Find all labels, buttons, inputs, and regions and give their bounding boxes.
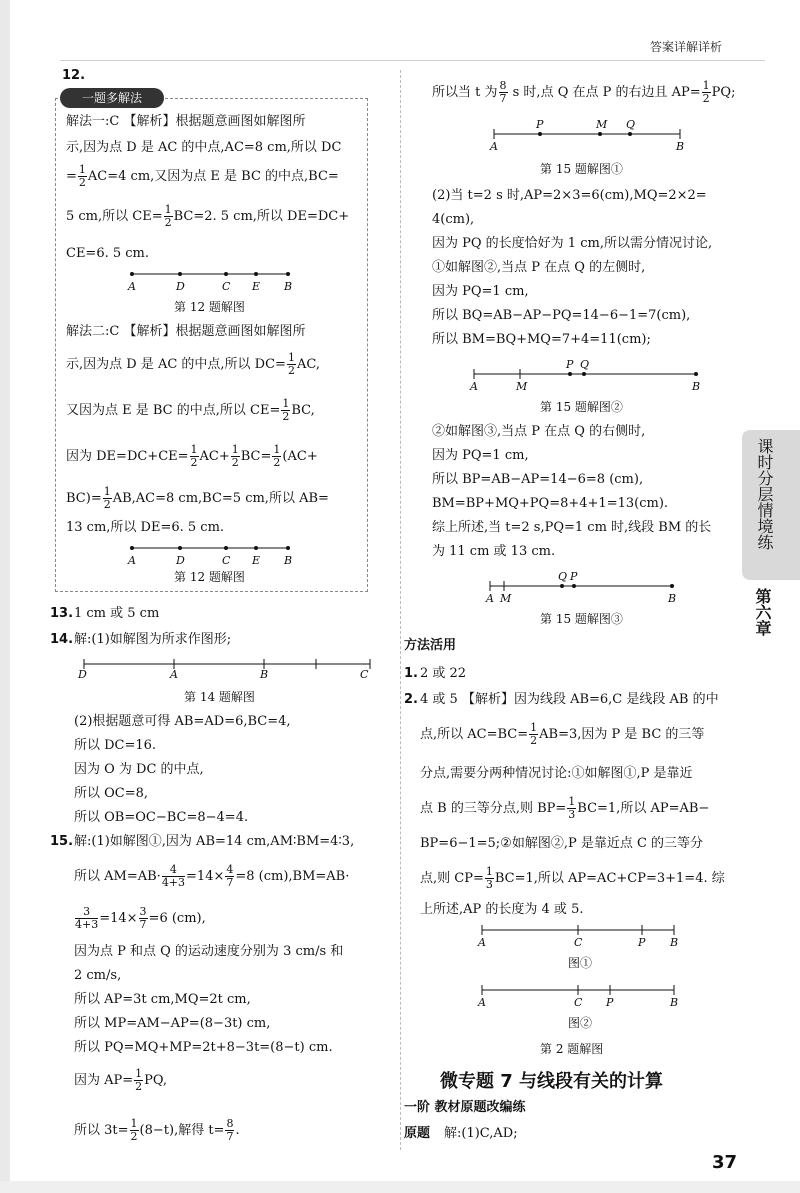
method-q2-line7: 上所述,AP 的长度为 4 或 5. <box>420 902 584 917</box>
fraction: $\frac{3}{7}$ <box>139 905 147 931</box>
fraction: $\frac{8}{7}$ <box>226 1117 234 1143</box>
method-q1-number: 1. <box>404 666 418 681</box>
q15-f2-label-m: M <box>516 380 528 393</box>
fraction: $\frac{1}{2}$ <box>702 79 710 105</box>
q15-right-line13: 综上所述,当 t=2 s,PQ=1 cm 时,线段 BM 的长 <box>432 520 712 535</box>
q12-f1-label-d: D <box>176 280 185 293</box>
q15-right-line8: 所以 BM=BQ+MQ=7+4=11(cm); <box>432 332 651 347</box>
header-rule <box>60 60 765 61</box>
q12-m1-line2: 示,因为点 D 是 AC 的中点,AC=8 cm,所以 DC <box>66 140 342 155</box>
q15-line8: 所以 PQ=MQ+MP=2t+8−3t=(8−t) cm. <box>74 1040 333 1055</box>
q13-answer: 1 cm 或 5 cm <box>74 606 160 621</box>
method-q2-line6: 点,则 CP= $\frac{1}{3}$ BC=1,所以 AP=AC+CP=3+1=4. 综 <box>420 865 725 891</box>
fraction: $\frac{1}{2}$ <box>190 443 198 469</box>
q12-m2-line6: 13 cm,所以 DE=6. 5 cm. <box>66 520 225 535</box>
q12-f1-label-a: A <box>128 280 136 293</box>
q12-f2-label-d: D <box>176 554 185 567</box>
fraction: $\frac{1}{2}$ <box>103 485 111 511</box>
q15-right-line14: 为 11 cm 或 13 cm. <box>432 544 556 559</box>
page-bottom-edge <box>0 1181 800 1193</box>
method-f2-label-c: C <box>574 996 583 1009</box>
q12-caption-1: 第 12 题解图 <box>174 300 245 314</box>
q14-line1: 解:(1)如解图为所求作图形; <box>74 632 232 647</box>
fraction: $\frac{4}{4+3}$ <box>161 863 186 889</box>
q15-f2-label-a: A <box>470 380 478 393</box>
fraction: $\frac{1}{2}$ <box>164 203 172 229</box>
q15-caption-3: 第 15 题解图③ <box>540 612 623 626</box>
q12-f1-label-c: C <box>222 280 231 293</box>
q15-right-line2: (2)当 t=2 s 时,AP=2×3=6(cm),MQ=2×2= <box>432 188 707 203</box>
q15-line5: 2 cm/s, <box>74 968 122 983</box>
q15-f3-label-a: A <box>486 592 494 605</box>
method-f2-label-a: A <box>478 996 486 1009</box>
q14-label-a: A <box>170 668 178 681</box>
method-q2-line3: 分点,需要分两种情况讨论:①如解图①,P 是靠近 <box>420 766 693 781</box>
fraction: $\frac{1}{3}$ <box>568 795 576 821</box>
q15-caption-1: 第 15 题解图① <box>540 162 623 176</box>
original-problem-answer: 解:(1)C,AD; <box>444 1126 518 1141</box>
q12-m1-line1: 解法一:C 【解析】根据题意画图如解图所 <box>66 114 306 129</box>
q15-right-line6: 因为 PQ=1 cm, <box>432 284 529 299</box>
side-tab-label: 课时分层情境练 <box>755 438 774 550</box>
q12-m2-line5: BC)= $\frac{1}{2}$ AB,AC=8 cm,BC=5 cm,所以 AB= <box>66 485 329 511</box>
q15-f3-label-m: M <box>500 592 512 605</box>
method-f2-label-p: P <box>606 996 614 1009</box>
q15-right-line4: 因为 PQ 的长度恰好为 1 cm,所以需分情况讨论, <box>432 236 713 251</box>
fraction: $\frac{4}{7}$ <box>226 863 234 889</box>
q15-right-line9: ②如解图③,当点 P 在点 Q 的右侧时, <box>432 424 646 439</box>
q15-f1-label-q: Q <box>626 118 636 131</box>
q12-m2-line4: 因为 DE=DC+CE= $\frac{1}{2}$ AC+ $\frac{1}{2}$ BC= $\frac{1}{2}$ (AC+ <box>66 443 318 469</box>
q12-m1-line5: CE=6. 5 cm. <box>66 246 150 261</box>
q12-figure-1 <box>128 268 298 298</box>
q14-label-c: C <box>360 668 369 681</box>
fraction: $\frac{1}{2}$ <box>530 721 538 747</box>
q14-caption: 第 14 题解图 <box>184 690 255 704</box>
q12-m2-line1: 解法二:C 【解析】根据题意画图如解图所 <box>66 324 306 339</box>
q14-figure <box>78 656 378 684</box>
q12-f2-label-a: A <box>128 554 136 567</box>
q12-caption-2: 第 12 题解图 <box>174 570 245 584</box>
q15-f2-label-p: P <box>566 358 574 371</box>
special-subheading: 一阶 教材原题改编练 <box>404 1100 526 1115</box>
page-edge-shadow <box>0 0 10 1193</box>
q12-f2-label-c: C <box>222 554 231 567</box>
method-f1-label-c: C <box>574 936 583 949</box>
q14-number: 14. <box>50 632 74 647</box>
q15-line7: 所以 MP=AM−AP=(8−3t) cm, <box>74 1016 271 1031</box>
method-heading: 方法活用 <box>404 638 457 653</box>
q14-line3: 所以 DC=16. <box>74 738 157 753</box>
fraction: $\frac{1}{2}$ <box>78 163 86 189</box>
q15-f3-label-p: P <box>570 570 578 583</box>
q15-f1-label-m: M <box>596 118 608 131</box>
q15-f3-label-b: B <box>668 592 677 605</box>
q15-line6: 所以 AP=3t cm,MQ=2t cm, <box>74 992 251 1007</box>
fraction: $\frac{1}{3}$ <box>485 865 493 891</box>
q15-f1-label-p: P <box>536 118 544 131</box>
method-f2-label-b: B <box>670 996 679 1009</box>
q15-f2-label-b: B <box>692 380 701 393</box>
method-f1-label-p: P <box>638 936 646 949</box>
q15-right-line5: ①如解图②,当点 P 在点 Q 的左侧时, <box>432 260 646 275</box>
fraction: $\frac{3}{4+3}$ <box>75 905 99 931</box>
page-number: 37 <box>712 1152 738 1173</box>
q15-line2: 所以 AM=AB· $\frac{4}{4+3}$ =14× $\frac{4}{7}$ =8 (cm),BM=AB· <box>74 863 350 889</box>
q15-right-line10: 因为 PQ=1 cm, <box>432 448 529 463</box>
q12-m2-line2: 示,因为点 D 是 AC 的中点,所以 DC= $\frac{1}{2}$ AC, <box>66 351 320 377</box>
q15-right-line12: BM=BP+MQ+PQ=8+4+1=13(cm). <box>432 496 669 511</box>
method-figure-2 <box>478 982 688 1012</box>
q15-figure-3 <box>486 570 686 604</box>
q12-f2-label-e: E <box>252 554 261 567</box>
fraction: $\frac{1}{2}$ <box>273 443 281 469</box>
q12-method-tag: 一题多解法 <box>60 88 164 108</box>
q12-f2-label-b: B <box>284 554 293 567</box>
method-f1-label-a: A <box>478 936 486 949</box>
q15-right-line1: 所以当 t 为 $\frac{8}{7}$ s 时,点 Q 在点 P 的右边且 AP= $\frac{1}{2}$ PQ; <box>432 79 736 105</box>
q12-m1-line4: 5 cm,所以 CE= $\frac{1}{2}$ BC=2. 5 cm,所以 DE=DC+ <box>66 203 350 229</box>
fraction: $\frac{1}{2}$ <box>130 1117 138 1143</box>
special-topic-title: 微专题 7 与线段有关的计算 <box>440 1071 664 1092</box>
q13-number: 13. <box>50 606 74 621</box>
column-divider <box>400 70 401 1150</box>
q12-f1-label-e: E <box>252 280 261 293</box>
q15-figure-2 <box>470 358 710 392</box>
fraction: $\frac{1}{2}$ <box>135 1067 143 1093</box>
method-q1-answer: 2 或 22 <box>420 666 467 681</box>
method-f1-label-b: B <box>670 936 679 949</box>
q14-label-d: D <box>78 668 87 681</box>
q15-line10: 所以 3t= $\frac{1}{2}$ (8−t),解得 t= $\frac{8}{7}$ . <box>74 1117 240 1143</box>
method-q2-line4: 点 B 的三等分点,则 BP= $\frac{1}{3}$ BC=1,所以 AP=AB− <box>420 795 710 821</box>
q15-caption-2: 第 15 题解图② <box>540 400 623 414</box>
q14-line2: (2)根据题意可得 AB=AD=6,BC=4, <box>74 714 291 729</box>
fraction: $\frac{1}{2}$ <box>282 397 290 423</box>
q15-f3-label-q: Q <box>558 570 568 583</box>
q14-line5: 所以 OC=8, <box>74 786 149 801</box>
q14-label-b: B <box>260 668 269 681</box>
method-fig2-caption: 图② <box>568 1016 593 1030</box>
q15-right-line3: 4(cm), <box>432 212 475 227</box>
fraction: $\frac{1}{2}$ <box>231 443 239 469</box>
q12-number: 12. <box>62 68 86 83</box>
method-q2-line1: 4 或 5 【解析】因为线段 AB=6,C 是线段 AB 的中 <box>420 692 719 707</box>
q14-line4: 因为 O 为 DC 的中点, <box>74 762 204 777</box>
method-q2-number: 2. <box>404 692 418 707</box>
fraction: $\frac{1}{2}$ <box>287 351 295 377</box>
q15-line4: 因为点 P 和点 Q 的运动速度分别为 3 cm/s 和 <box>74 944 344 959</box>
chapter-label: 第六章 <box>753 588 772 636</box>
q15-right-line11: 所以 BP=AB−AP=14−6=8 (cm), <box>432 472 644 487</box>
running-header: 答案详解详析 <box>650 40 723 54</box>
method-q2-caption: 第 2 题解图 <box>540 1042 604 1056</box>
method-fig1-caption: 图① <box>568 956 593 970</box>
fraction: $\frac{8}{7}$ <box>499 79 507 105</box>
q15-f1-label-b: B <box>676 140 685 153</box>
q12-m1-line3: = $\frac{1}{2}$ AC=4 cm,又因为点 E 是 BC 的中点,BC= <box>66 163 339 189</box>
q15-f2-label-q: Q <box>580 358 590 371</box>
q15-line3: $\frac{3}{4+3}$ =14× $\frac{3}{7}$ =6 (cm), <box>75 905 206 931</box>
method-q2-line5: BP=6−1=5;②如解图②,P 是靠近点 C 的三等分 <box>420 836 704 851</box>
q15-f1-label-a: A <box>490 140 498 153</box>
q12-f1-label-b: B <box>284 280 293 293</box>
q15-number: 15. <box>50 834 74 849</box>
method-figure-1 <box>478 922 688 952</box>
q15-line1: 解:(1)如解图①,因为 AB=14 cm,AM∶BM=4∶3, <box>74 834 355 849</box>
q15-right-line7: 所以 BQ=AB−AP−PQ=14−6−1=7(cm), <box>432 308 691 323</box>
q15-figure-1 <box>490 120 690 154</box>
q15-line9: 因为 AP= $\frac{1}{2}$ PQ, <box>74 1067 168 1093</box>
q12-m2-line3: 又因为点 E 是 BC 的中点,所以 CE= $\frac{1}{2}$ BC, <box>66 397 315 423</box>
q14-line6: 所以 OB=OC−BC=8−4=4. <box>74 810 249 825</box>
original-problem-label: 原题 <box>404 1126 431 1141</box>
method-q2-line2: 点,所以 AC=BC= $\frac{1}{2}$ AB=3,因为 P 是 BC 的三等 <box>420 721 705 747</box>
